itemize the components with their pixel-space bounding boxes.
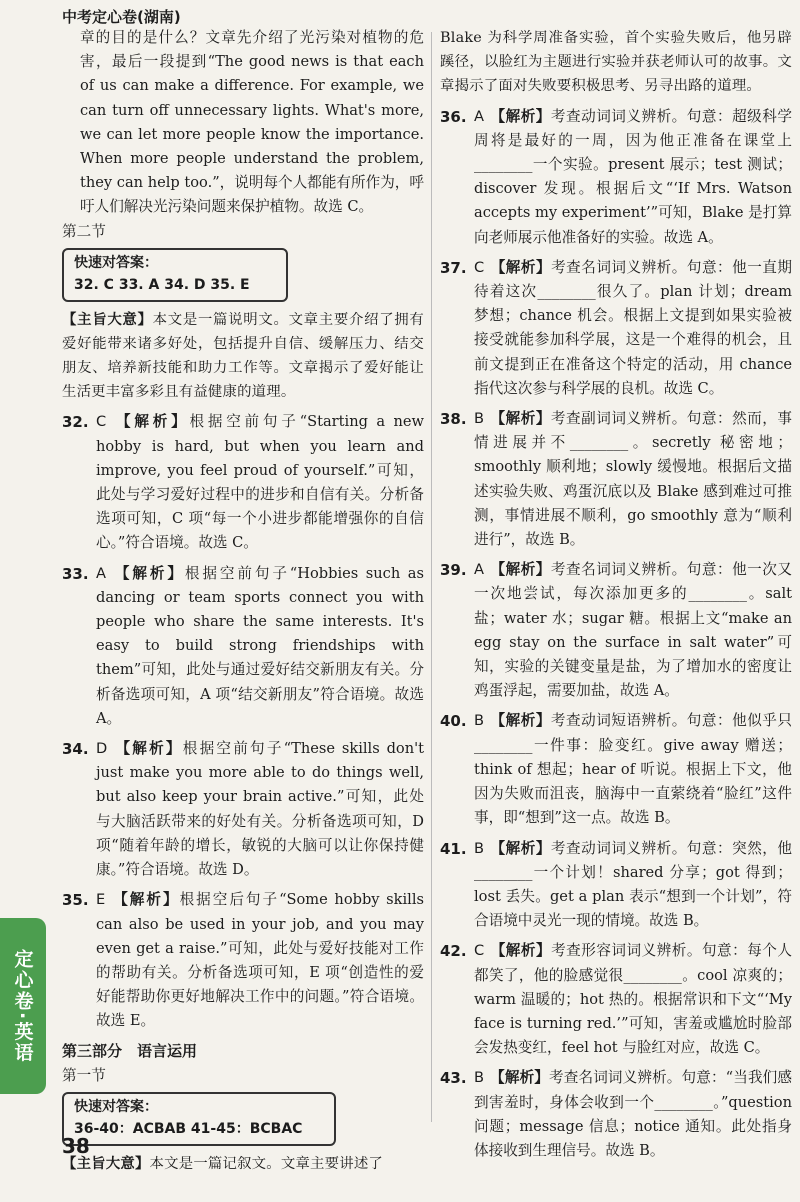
main-idea-text: 本文是一篇记叙文。文章主要讲述了 — [149, 1155, 383, 1172]
analysis-tag: 【解析】 — [490, 1069, 550, 1087]
page-number: 38 — [62, 1134, 90, 1158]
analysis-tag: 【解析】 — [490, 712, 551, 730]
analysis-text: 考查名词词义辨析。句意：他一直期待着这次________很久了。plan 计划；dream 梦想；chance 机会。根据上文提到如果实验被接受就能参加科学展，这是一个难得的机会，且前文提到正在准备这个特定的活动，用 chance 指代这次参与科学展的良机。故选 C。 — [474, 258, 792, 397]
main-idea-summary-2 — [62, 1152, 424, 1176]
running-header: 中考定心卷(湖南) — [62, 8, 181, 26]
quick-answer-line: 36-40：ACBAB 41-45：BCBAC — [74, 1120, 303, 1137]
analysis-text: 根据空前句子“Starting a new hobby is hard, but when you learn and improve, you feel proud of yourself.”可知，此处与学习爱好过程中的进步和自信有关。分析备选项可知，C 项“每一个小进步都能增强你的自信心。”符合语境。故选 C。 — [96, 413, 424, 552]
question-item — [62, 737, 424, 882]
quick-answer-box-2 — [62, 1092, 336, 1146]
left-items — [62, 410, 424, 1033]
answer-letter: C — [96, 413, 107, 431]
side-tab: 定心卷·英语 — [0, 918, 46, 1094]
analysis-text: 考查动词词义辨析。句意：突然，他________一个计划！shared 分享；got 得到；lost 丢失。get a plan 表示“想到一个计划”，符合语境中灵光一现的情境。故选 B。 — [474, 839, 792, 930]
answer-letter: B — [474, 712, 485, 730]
quick-answer-title: 快速对答案： — [74, 254, 158, 271]
analysis-tag: 【解析】 — [490, 410, 551, 428]
question-item — [440, 939, 792, 1060]
analysis-text: 根据空后句子“Some hobby skills can also be used in your job, and you may even get a raise.”可知，此处与爱好技能对工作的帮助有关。分析备选项可知，E 项“创造性的爱好能帮助你更好地解决工作中的问题。”符合语境。故选 E。 — [96, 891, 424, 1030]
question-number: 40. — [440, 712, 467, 731]
question-number: 32. — [62, 413, 89, 432]
answer-letter: E — [96, 891, 106, 909]
analysis-text: 考查形容词词义辨析。句意：每个人都笑了，他的脸感觉很________。cool 凉爽的；warm 温暖的；hot 热的。根据常识和下文“‘My face is turning red.’”可知，害羞或尴尬时脸部会发热变红，feel hot 与脸红对应，故选 C。 — [474, 942, 792, 1057]
question-number: 39. — [440, 561, 467, 580]
question-item — [440, 837, 792, 934]
answer-letter: C — [474, 942, 485, 960]
left-column — [62, 26, 424, 1176]
analysis-text: 考查名词词义辨析。句意：他一次又一次地尝试，每次添加更多的________。salt 盐；water 水；sugar 糖。根据上文“make an egg stay on the surface in salt water”可知，实验的关键变量是盐，为了增加水的密度让鸡蛋浮起，需要加盐，故选 A。 — [474, 561, 792, 700]
intro-paragraph: 章的目的是什么？文章先介绍了光污染对植物的危害，最后一段提到“The good news is that each of us can make a difference. For example, we can turn off unnecessary lights. What's more, we can let more people know the importance. When more people understand the problem, they can help too.”，说明每个人都能有所作为，呼吁人们解决光污染问题来保护植物。故选 C。 — [80, 29, 424, 216]
answer-letter: D — [96, 740, 108, 758]
question-item — [440, 105, 792, 250]
main-idea-continued: Blake 为科学周准备实验，首个实验失败后，他另辟蹊径，以脸红为主题进行实验并获老师认可的故事。文章揭示了面对失败要积极思考、另寻出路的道理。 — [440, 30, 792, 95]
question-number: 33. — [62, 564, 89, 583]
analysis-text: 根据空前句子“These skills don't just make you more able to do things well, but also keep your brain active.”可知，此处与大脑活跃带来的好处有关。分析备选项可知，D 项“随着年龄的增长，敏锐的大脑可以让你保持健康。”符合语境。故选 D。 — [96, 740, 424, 879]
analysis-text: 根据空前句子“Hobbies such as dancing or team sports connect you with people who share the same interests. It's easy to build strong friendships with them”可知，此处与通过爱好结交新朋友有关。分析备选项可知，A 项“结交新朋友”符合语境。故选 A。 — [96, 564, 424, 727]
question-item — [440, 256, 792, 401]
question-number: 35. — [62, 891, 89, 910]
analysis-tag: 【解析】 — [112, 413, 190, 431]
analysis-tag: 【解析】 — [489, 561, 551, 579]
answer-letter: A — [96, 564, 106, 582]
question-item — [440, 1066, 792, 1163]
question-number: 34. — [62, 740, 89, 759]
question-item — [62, 562, 424, 731]
main-idea-summary-1 — [62, 308, 424, 405]
section-2-title: 第二节 — [62, 222, 106, 240]
part-3-title: 第三部分 语言运用 — [62, 1041, 198, 1060]
analysis-tag: 【解析】 — [111, 891, 180, 909]
right-items — [440, 105, 792, 1164]
quick-answer-box-1 — [62, 248, 288, 302]
answer-letter: B — [474, 410, 485, 428]
question-number: 37. — [440, 258, 467, 277]
analysis-tag: 【解析】 — [490, 942, 552, 960]
question-number: 42. — [440, 942, 467, 961]
answer-letter: B — [474, 1069, 485, 1087]
question-number: 38. — [440, 410, 467, 429]
main-idea-tag: 【主旨大意】 — [62, 1155, 150, 1172]
right-column — [440, 26, 792, 1163]
question-number: 36. — [440, 107, 467, 126]
part-3-subtitle: 第一节 — [62, 1066, 106, 1084]
quick-answer-title: 快速对答案： — [74, 1098, 158, 1115]
answer-letter: A — [474, 561, 484, 579]
question-item — [62, 888, 424, 1033]
question-item — [62, 410, 424, 555]
question-item — [440, 558, 792, 703]
main-idea-tag: 【主旨大意】 — [62, 311, 153, 328]
answer-letter: B — [474, 839, 485, 857]
question-number: 41. — [440, 839, 467, 858]
analysis-text: 考查动词词义辨析。句意：超级科学周将是最好的一周，因为他正准备在课堂上________一个实验。present 展示；test 测试；discover 发现。根据后文“‘If Mrs. Watson accepts my experiment’”可知，Blake 是打算向老师展示他准备好的实验。故选 A。 — [474, 107, 792, 246]
main-idea-text: 本文是一篇说明文。文章主要介绍了拥有爱好能带来诸多好处，包括提升自信、缓解压力、结交朋友、培养新技能和助力工作等。文章揭示了爱好能让生活更丰富多彩且有益健康的道理。 — [62, 311, 425, 401]
column-divider — [431, 32, 432, 1122]
answer-letter: A — [474, 107, 484, 125]
analysis-tag: 【解析】 — [113, 740, 183, 758]
quick-answer-line: 32. C 33. A 34. D 35. E — [74, 276, 250, 293]
analysis-text: 考查名词词义辨析。句意：“当我们感到害羞时，身体会收到一个________。”question 问题；message 信息；notice 通知。此处指身体接收到生理信号。故选 B。 — [474, 1069, 792, 1159]
analysis-text: 考查动词短语辨析。句意：他似乎只________一件事：脸变红。give away 赠送；think of 想起；hear of 听说。根据上下文，他因为失败而沮丧，脑海中一直萦绕着“脸红”这件事，即“想到”这一点。故选 B。 — [474, 712, 792, 827]
analysis-tag: 【解析】 — [489, 107, 551, 125]
question-item — [440, 709, 792, 830]
question-number: 43. — [440, 1069, 467, 1088]
answer-letter: C — [474, 258, 485, 276]
analysis-text: 考查副词词义辨析。句意：然而，事情进展并不________。secretly 秘密地；smoothly 顺利地；slowly 缓慢地。根据后文描述实验失败、鸡蛋沉底以及 Blake 感到难过可推测，事情进展不顺利，go smoothly 意为“顺利进行”，故选 B。 — [474, 410, 792, 549]
analysis-tag: 【解析】 — [490, 258, 552, 276]
analysis-tag: 【解析】 — [490, 839, 551, 857]
analysis-tag: 【解析】 — [111, 564, 185, 582]
question-item — [440, 407, 792, 552]
